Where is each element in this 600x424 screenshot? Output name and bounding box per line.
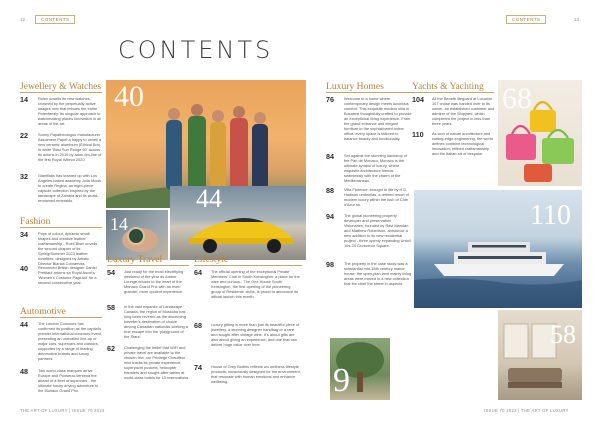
footer-right: ISSUE 70 2023 | THE ART OF LUXURY <box>484 408 569 413</box>
entry-text: In the vast expanse of Landscape Canada, the region of Muskoka has long been revered as the discerning traveller's destination of choice among Canadian nationals seeking a true escape into the 'playground of the Stars'. <box>124 304 189 339</box>
entry-page-number: 98 <box>326 260 334 269</box>
section-heading-luxury-travel: Luxury Travel <box>107 254 163 265</box>
section-rule <box>20 227 102 228</box>
entry-page-number: 74 <box>194 363 202 372</box>
photo-page-number: 58 <box>550 320 576 349</box>
entry-text: Sunny Papatheologou manufacturer Assoiment Papet a happy to unveil a new ceramic aluminum (Ethical Bro) in white 'Blau Sun Rouge 50' across its unions in 2019 by adon-tim-line of the first Royal Wilmot 2020. <box>38 132 102 162</box>
photo-watch <box>106 210 168 260</box>
entry-page-number: 40 <box>20 264 28 273</box>
entry-page-number: 14 <box>20 95 28 104</box>
entry-page-number: 64 <box>194 268 202 277</box>
section-heading-yachts: Yachts & Yachting <box>412 81 484 92</box>
photo-handbags <box>498 80 582 186</box>
photo-page-number: 14 <box>110 214 128 234</box>
left-page-number: 12 <box>20 17 26 22</box>
entry-text: Just ready for the most electrifying weekend of the year as Amber Lounge returns to the heart of the Monaco Grand Prix with an even grander, more opulent experience. <box>124 269 184 294</box>
entry-text: Rolex unveils its new watches, crowned by the perpetually active images now that imbues the entire Rolexfamily. Its singular approach to watchmaking places innovation in all areas of the art. <box>38 96 101 126</box>
section-heading-jewellery: Jewellery & Watches <box>20 81 102 92</box>
entry-text: Welcome to a home where contemporary design meets luxurious comfort. This exquisite modern villa in Bucarest thoughtfully crafted to provide an exceptional living experience. From the grand entrance and elegant furniture to the sophisticated home office, every space is tailored to balance beauty and functionality. <box>344 96 412 141</box>
entry-page-number: 110 <box>412 130 424 139</box>
entry-page-number: 34 <box>20 230 28 239</box>
entry-page-number: 44 <box>20 320 28 329</box>
entry-page-number: 68 <box>194 321 202 330</box>
entry-text: The London Concours has confirmed its position as the capital's premier international concours event, presenting an unrivalled line-up of major cars, supercars and classics, supported by a range of leading automotive brands and luxury partners. <box>38 321 103 361</box>
right-page-number: 13 <box>574 17 580 22</box>
entry-page-number: 48 <box>20 367 28 376</box>
entry-page-number: 88 <box>326 186 334 195</box>
entry-page-number: 58 <box>107 303 115 312</box>
photo-yacht <box>414 190 582 308</box>
entry-page-number: 94 <box>326 212 334 221</box>
section-heading-automotive: Automotive <box>20 306 66 317</box>
footer-left: THE ART OF LUXURY | ISSUE 70 2023 <box>20 408 105 413</box>
entry-text: Pops of colour, dynamic small shapes and creative leather craftsmanship - Roeil Bisei unveils the second chapter of its Spring/Summer 2023 leather novelties, designed by Artistic Director Bianca Conservita. <box>38 231 98 266</box>
entry-text: Two world-class marques arrive Europe and Ponserai-Ventena the ahead of a fleet of supercars - the ultimate luxury driving adventure to the Monaco Grand Prix. <box>38 368 99 393</box>
entry-text: House of Grey Bodhis reflects wu wellness lifestyle products, consciously designed for the environment, that resonate with human emotions and enhance wellbeing. <box>211 364 301 384</box>
section-rule <box>412 92 494 93</box>
entry-page-number: 32 <box>20 172 28 181</box>
entry-page-number: 54 <box>107 268 115 277</box>
entry-text: Set against the stunning backdrop of the Pan de Monaco, Monaco is the ultimate symbol of luxury, where exquisite architecture blends seamlessly with the charm of the Mediterranean. <box>344 153 408 183</box>
section-rule <box>194 265 302 266</box>
photo-page-number: 68 <box>502 82 532 115</box>
entry-text: The property in the case study was a substantial mid-18th century manor house: the open-plan land mainly living areas were moved in a new collection that the chief the street in aspects. <box>344 261 412 286</box>
entry-page-number: 84 <box>326 152 334 161</box>
section-heading-lifestyle: Lifestyle <box>194 254 229 265</box>
photo-page-number: 40 <box>114 80 144 113</box>
entry-text: Gianfilidis has teamed up with Los Angeles-based academy Julia Modà to create Regina, an eight-piece capsule collection inspired by the landscape of Zambia and its world-renowned emeralds. <box>38 173 101 203</box>
entry-page-number: 76 <box>326 95 334 104</box>
photo-page-number: 9 <box>333 362 350 399</box>
section-heading-fashion: Fashion <box>20 216 51 227</box>
photo-page-number: 110 <box>530 200 571 231</box>
section-heading-luxury-homes: Luxury Homes <box>326 81 384 92</box>
entry-page-number: 22 <box>20 131 28 140</box>
right-section-tag: CONTENTS <box>506 15 546 24</box>
section-rule <box>20 92 102 93</box>
entry-text: Challenging the belief that WiFi and private travel are available to the chosen few, our Privilege Chauffeur mini tracks its private experience, superyacht pockets, helicopter transfers and sought-after tables at world-class hotels for 15 reservations. <box>124 345 190 380</box>
section-rule <box>20 317 102 318</box>
entry-page-number: 62 <box>107 344 115 353</box>
entry-page-number: 104 <box>412 95 424 104</box>
entry-text: Luxury gifting is more than just its beautiful piece of jewellery, a stunning designer handbag or a rare and sought after vintage wine. It's about gifts are also about giving an experience, and one that can deliver huge value over time. <box>211 322 300 347</box>
entry-text: Villa Florence, brought to life by H.D. Hadison umbrellas, a refined resort of modern luxury within the lush of Côte d'Azur ss <box>344 187 409 207</box>
entry-text: As icon of nature architecture and cutting-edge engineering, the world defines combine technological innovation, refined craftsmanship and the Italian art of bespoke. <box>432 131 493 156</box>
photo-interior <box>498 310 582 400</box>
photo-supercar <box>170 186 306 260</box>
section-rule <box>326 92 412 93</box>
entry-text: The official opening of the exceptional Private Members' Club in South Kensington: a place for the wise and curious - The One House South Kensington, the first opening of the pioneering group of Residents' clubs, is proud to announce its official launch this month. <box>211 269 300 299</box>
page-title: CONTENTS <box>118 36 274 64</box>
entry-text: The global pioneering property developer and preservation Visionaries, founded by Ravi Mandan and Matthew Robertson, announce a new addition to its new residential project - three openly expanding Untoll 10s-24 Grosvenor Square. <box>344 213 411 248</box>
left-section-tag: CONTENTS <box>35 15 75 24</box>
photo-page-number: 44 <box>196 186 222 213</box>
section-rule <box>107 265 189 266</box>
entry-text: Renowned British designer Daniel Prettlaut adorns sa Royal Ascot's 'Women's Costume Pageant' for a second consecutive year. <box>38 265 97 285</box>
entry-text: All the Benetti lifeguard at Luxurion 107 cruise was handed over to its owner, an established customer and admirer of the Shipyard, which completed the project in less than three years. <box>432 96 495 126</box>
photo-garden-tree <box>330 338 390 400</box>
